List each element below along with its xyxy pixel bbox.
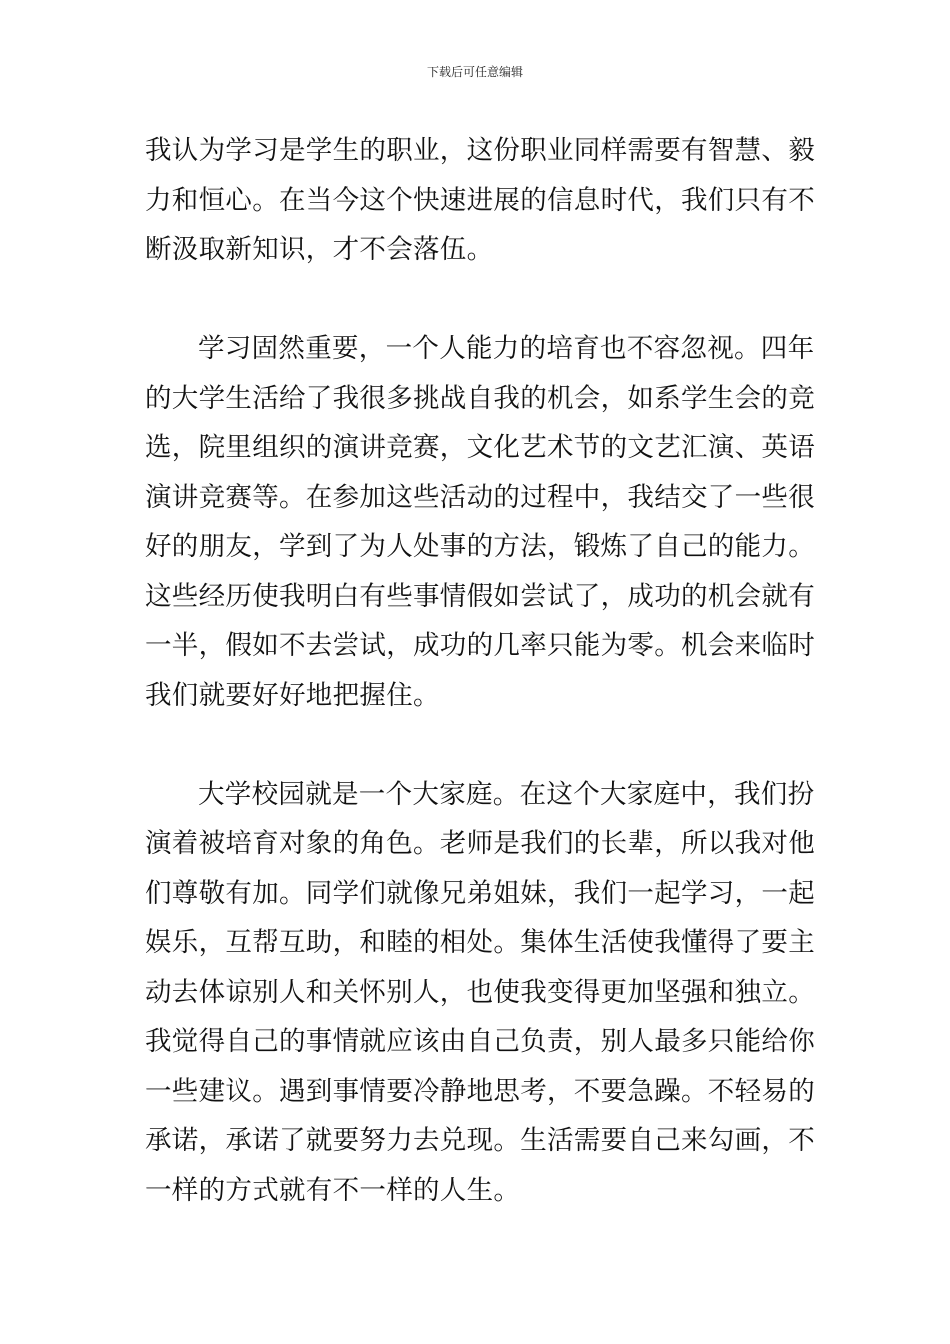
text-line: 娱乐，互帮互助，和睦的相处。集体生活使我懂得了要主 — [145, 927, 815, 958]
text-line: 我认为学习是学生的职业，这份职业同样需要有智慧、毅 — [145, 135, 815, 166]
text-line: 们尊敬有加。同学们就像兄弟姐妹，我们一起学习，一起 — [145, 877, 815, 909]
text-line: 断汲取新知识，才不会落伍。 — [145, 234, 494, 265]
paragraph-1 — [145, 126, 815, 275]
page-header: 下载后可任意编辑 — [426, 65, 523, 79]
text-line: 承诺，承诺了就要努力去兑现。生活需要自己来勾画，不 — [145, 1125, 815, 1156]
text-line: 学习固然重要，一个人能力的培育也不容忽视。四年 — [198, 333, 815, 364]
text-line: 这些经历使我明白有些事情假如尝试了，成功的机会就有 — [145, 580, 815, 612]
paragraph-3 — [145, 770, 815, 1216]
text-line: 的大学生活给了我很多挑战自我的机会，如系学生会的竞 — [145, 382, 815, 414]
text-line: 一半，假如不去尝试，成功的几率只能为零。机会来临时 — [145, 630, 815, 661]
text-line: 一样的方式就有不一样的人生。 — [145, 1174, 521, 1206]
text-line: 好的朋友，学到了为人处事的方法，锻炼了自己的能力。 — [145, 531, 815, 562]
document-body — [145, 126, 815, 1215]
text-line: 演讲竞赛等。在参加这些活动的过程中，我结交了一些很 — [145, 481, 815, 513]
paragraph-gap — [145, 720, 807, 770]
paragraph-2 — [145, 324, 815, 720]
text-line: 选，院里组织的演讲竞赛，文化艺术节的文艺汇演、英语 — [145, 432, 815, 463]
text-line: 我觉得自己的事情就应该由自己负责，别人最多只能给你 — [145, 1026, 815, 1057]
text-line: 一些建议。遇到事情要冷静地思考，不要急躁。不轻易的 — [145, 1075, 815, 1107]
text-line: 力和恒心。在当今这个快速进展的信息时代，我们只有不 — [145, 184, 815, 216]
text-line: 我们就要好好地把握住。 — [145, 679, 440, 711]
text-line: 动去体谅别人和关怀别人，也使我变得更加坚强和独立。 — [145, 976, 815, 1008]
text-line: 大学校园就是一个大家庭。在这个大家庭中，我们扮 — [198, 778, 815, 810]
text-line: 演着被培育对象的角色。老师是我们的长辈，所以我对他 — [145, 828, 815, 859]
paragraph-gap — [145, 275, 807, 325]
